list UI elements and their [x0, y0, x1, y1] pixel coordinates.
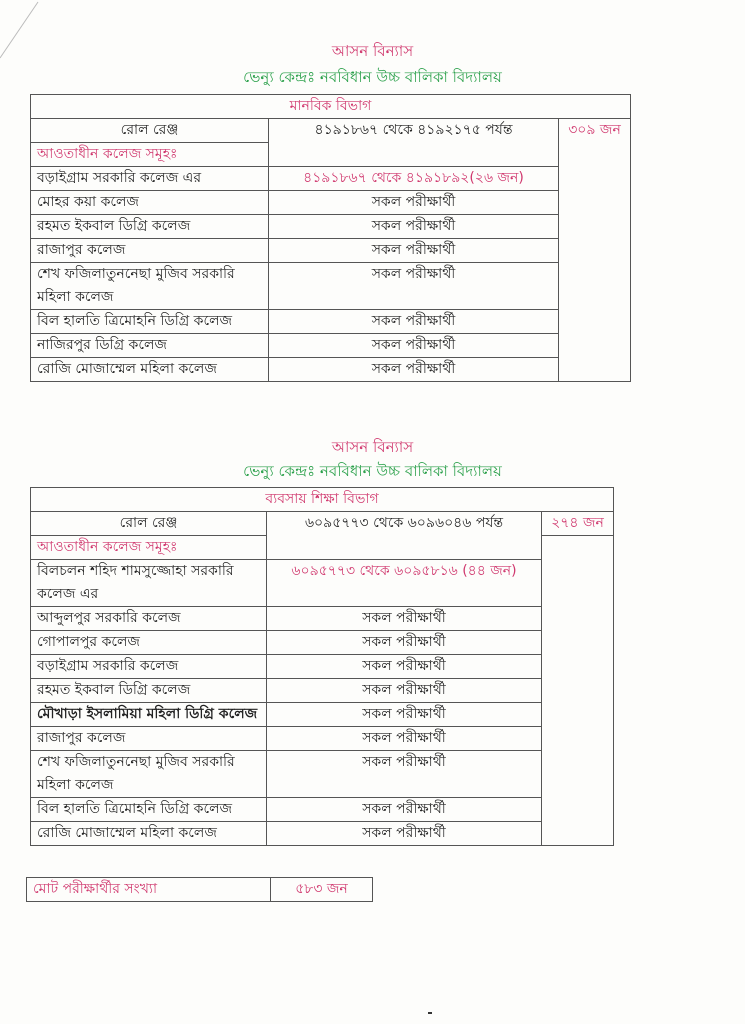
examinee-scope: সকল পরীক্ষার্থী: [267, 751, 542, 798]
roll-range: ৬০৯৫৭৭৩ থেকে ৬০৯৬০৪৬ পর্যন্ত: [267, 512, 542, 560]
examinee-scope: সকল পরীক্ষার্থী: [267, 703, 542, 727]
college-name: শেখ ফজিলাতুননেছা মুজিব সরকারি মহিলা কলেজ: [31, 263, 269, 310]
examinee-scope: সকল পরীক্ষার্থী: [269, 215, 559, 239]
examinee-scope: সকল পরীক্ষার্থী: [269, 310, 559, 334]
college-name: আব্দুলপুর সরকারি কলেজ: [31, 607, 267, 631]
examinee-scope: সকল পরীক্ষার্থী: [267, 607, 542, 631]
examinee-scope: সকল পরীক্ষার্থী: [267, 631, 542, 655]
roll-label: রোল রেঞ্জ: [31, 512, 267, 536]
sub-heading: আওতাধীন কলেজ সমূহঃ: [31, 536, 267, 560]
total-label: মোট পরীক্ষার্থীর সংখ্যা: [27, 878, 271, 902]
college-name: রহমত ইকবাল ডিগ্রি কলেজ: [31, 679, 267, 703]
college-name: গোপালপুর কলেজ: [31, 631, 267, 655]
section1-table: [30, 94, 631, 382]
section1-venue: ভেন্যু কেন্দ্রঃ নববিধান উচ্চ বালিকা বিদ্যালয়: [243, 68, 502, 86]
partial-range: ৪১৯১৮৬৭ থেকে ৪১৯১৮৯২(২৬ জন): [269, 167, 559, 191]
examinee-scope: সকল পরীক্ষার্থী: [269, 263, 559, 310]
examinee-scope: সকল পরীক্ষার্থী: [267, 655, 542, 679]
college-name: মোহর কয়া কলেজ: [31, 191, 269, 215]
section2-table: [30, 487, 614, 846]
examinee-scope: সকল পরীক্ষার্থী: [269, 334, 559, 358]
examinee-count: ২৭৪ জন: [542, 512, 614, 536]
examinee-scope: সকল পরীক্ষার্থী: [269, 358, 559, 382]
examinee-scope: সকল পরীক্ষার্থী: [267, 798, 542, 822]
college-name: রাজাপুর কলেজ: [31, 239, 269, 263]
college-name: বিল হালতি ত্রিমোহনি ডিগ্রি কলেজ: [31, 310, 269, 334]
college-name: বিল হালতি ত্রিমোহনি ডিগ্রি কলেজ: [31, 798, 267, 822]
examinee-scope: সকল পরীক্ষার্থী: [269, 239, 559, 263]
scan-speck: [428, 1012, 432, 1014]
total-value: ৫৮৩ জন: [271, 878, 373, 902]
sub-heading: আওতাধীন কলেজ সমূহঃ: [31, 143, 269, 167]
college-name: রোজি মোজাম্মেল মহিলা কলেজ: [31, 358, 269, 382]
college-name: রাজাপুর কলেজ: [31, 727, 267, 751]
college-name: শেখ ফজিলাতুননেছা মুজিব সরকারি মহিলা কলেজ: [31, 751, 267, 798]
examinee-scope: সকল পরীক্ষার্থী: [267, 822, 542, 846]
college-name: রোজি মোজাম্মেল মহিলা কলেজ: [31, 822, 267, 846]
college-name: বড়াইগ্রাম সরকারি কলেজ এর: [31, 167, 269, 191]
roll-range: ৪১৯১৮৬৭ থেকে ৪১৯২১৭৫ পর্যন্ত: [269, 119, 559, 167]
examinee-scope: সকল পরীক্ষার্থী: [269, 191, 559, 215]
college-name: বিলচলন শহিদ শামসুজ্জোহা সরকারি কলেজ এর: [31, 560, 267, 607]
partial-range: ৬০৯৫৭৭৩ থেকে ৬০৯৫৮১৬ (৪৪ জন): [267, 560, 542, 607]
college-name: মৌখাড়া ইসলামিয়া মহিলা ডিগ্রি কলেজ: [31, 703, 267, 727]
college-name: বড়াইগ্রাম সরকারি কলেজ: [31, 655, 267, 679]
section2-venue: ভেন্যু কেন্দ্রঃ নববিধান উচ্চ বালিকা বিদ্যালয়: [243, 462, 502, 480]
section2-department: ব্যবসায় শিক্ষা বিভাগ: [31, 488, 614, 512]
section2-title: আসন বিন্যাস: [331, 438, 414, 456]
count-column-empty: [542, 536, 614, 846]
examinee-scope: সকল পরীক্ষার্থী: [267, 679, 542, 703]
roll-label: রোল রেঞ্জ: [31, 119, 269, 143]
section1-title: আসন বিন্যাস: [331, 42, 414, 60]
examinee-count: ৩০৯ জন: [559, 119, 631, 382]
total-table: [26, 877, 373, 902]
college-name: নাজিরপুর ডিগ্রি কলেজ: [31, 334, 269, 358]
examinee-scope: সকল পরীক্ষার্থী: [267, 727, 542, 751]
college-name: রহমত ইকবাল ডিগ্রি কলেজ: [31, 215, 269, 239]
section1-department: মানবিক বিভাগ: [31, 95, 631, 119]
